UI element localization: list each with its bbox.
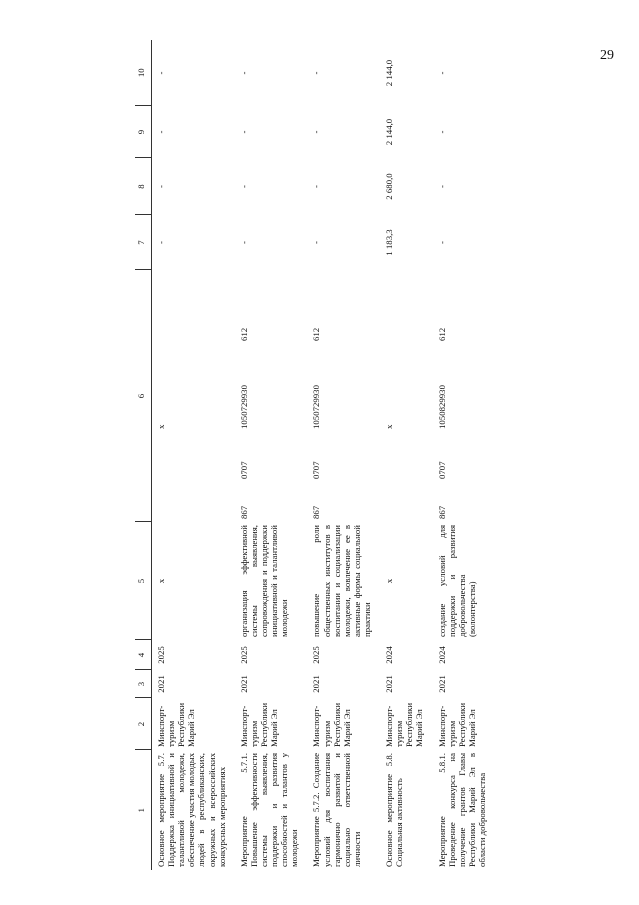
value-2024: - (156, 71, 166, 75)
table-row (307, 40, 380, 870)
code-target: 1050729930 (238, 385, 249, 429)
end-year: 2025 (156, 646, 166, 664)
value-2022: - (311, 185, 322, 188)
header-cell: 6 (135, 270, 152, 522)
measure-name: Основное мероприятие 5.7. Поддержка инициативной и талантливой молодежи, обеспечение участия молодых людей в республиканских, окружных и всероссийских конкурсных мероприятиях (156, 753, 227, 867)
end-year: 2025 (238, 646, 249, 664)
value-2023: - (156, 130, 166, 134)
value-2022: - (238, 185, 249, 188)
executor: Минспорт-туризм Республики Марий Эл (156, 702, 197, 747)
code-target: х (384, 424, 395, 429)
measure-name: Мероприятие 5.8.1. Проведение конкурса на получение грантов Главы Республики Марий Эл в области добровольчества (436, 753, 487, 867)
value-2023: - (436, 130, 447, 134)
header-cell: 2 (135, 698, 152, 750)
code-type: 612 (238, 327, 249, 341)
code-grbs: 867 (238, 505, 249, 519)
code-type: 612 (311, 327, 322, 341)
measure-name: Основное мероприятие 5.8. Социальная активность (384, 753, 405, 867)
value-2024: - (311, 71, 322, 75)
value-2021: - (436, 241, 447, 244)
budget-code (380, 270, 432, 522)
code-target: х (156, 424, 166, 429)
start-year: 2021 (156, 675, 166, 693)
value-2021: 1 183,3 (384, 229, 395, 256)
value-2023: - (238, 130, 249, 134)
rotated-table-container (135, 40, 635, 870)
code-grbs: 867 (436, 505, 447, 519)
header-cell: 8 (135, 158, 152, 215)
code-section: 0707 (311, 461, 322, 479)
header-cell: 3 (135, 670, 152, 698)
code-section: 0707 (436, 461, 447, 479)
start-year: 2021 (384, 675, 395, 693)
table-row (380, 40, 432, 870)
start-year: 2021 (311, 675, 322, 693)
table-row (433, 40, 496, 870)
measure-name: Мероприятие 5.7.2. Создание условий для воспитания гармонично развитой и социально ответственной личности (311, 753, 362, 867)
value-2022: - (436, 185, 447, 188)
value-2024: - (238, 71, 249, 75)
value-2024: 2 144,0 (384, 59, 395, 87)
value-2021: - (156, 241, 166, 244)
header-cell: 9 (135, 106, 152, 158)
budget-code (307, 270, 380, 522)
header-cell: 10 (135, 40, 152, 106)
header-cell: 5 (135, 522, 152, 640)
expected-result: х (384, 578, 395, 584)
header-cell: 1 (135, 750, 152, 870)
code-section: 0707 (238, 461, 249, 479)
executor: Минспорт-туризм Республики Марий Эл (238, 702, 280, 747)
header-cell: 7 (135, 215, 152, 270)
value-2022: 2 680,0 (384, 173, 395, 200)
budget-code (152, 270, 235, 522)
page-number: 29 (600, 48, 614, 63)
value-2021: - (311, 241, 322, 244)
expected-result: организация эффективной системы выявления, сопровождения и поддержки инициативной и талантливой молодежи (238, 525, 290, 637)
measures-table (135, 40, 495, 870)
header-cell: 4 (135, 640, 152, 670)
end-year: 2025 (311, 646, 322, 664)
expected-result: повышение роли общественных институтов в воспитании и социализации молодежи, вовлечение ее в активные формы социальной практики (311, 525, 372, 637)
table-row (152, 40, 235, 870)
code-type: 612 (436, 327, 447, 341)
end-year: 2024 (384, 646, 395, 664)
expected-result: создание условий для поддержки и развития добровольчества (волонтерства) (436, 525, 477, 637)
expected-result: х (156, 578, 166, 584)
table-row (235, 40, 308, 870)
start-year: 2021 (436, 675, 447, 693)
executor: Минспорт-туризм Республики Марий Эл (311, 702, 352, 747)
end-year: 2024 (436, 646, 447, 664)
code-target: 1050829930 (436, 385, 447, 429)
executor: Минспорт-туризм Республики Марий Эл (384, 702, 425, 747)
value-2023: - (311, 130, 322, 134)
code-target: 1050729930 (311, 385, 322, 429)
header-row (135, 40, 152, 870)
budget-code (433, 270, 496, 522)
value-2024: - (436, 71, 447, 75)
value-2022: - (156, 185, 166, 188)
executor: Минспорт-туризм Республики Марий Эл (436, 702, 477, 747)
start-year: 2021 (238, 675, 249, 693)
measure-name: Мероприятие 5.7.1. Повышение эффективности системы выявления, поддержки и развития способностей и талантов у молодежи (238, 753, 300, 867)
value-2023: 2 144,0 (384, 118, 395, 146)
value-2021: - (238, 241, 249, 244)
code-grbs: 867 (311, 505, 322, 519)
budget-code (235, 270, 308, 522)
